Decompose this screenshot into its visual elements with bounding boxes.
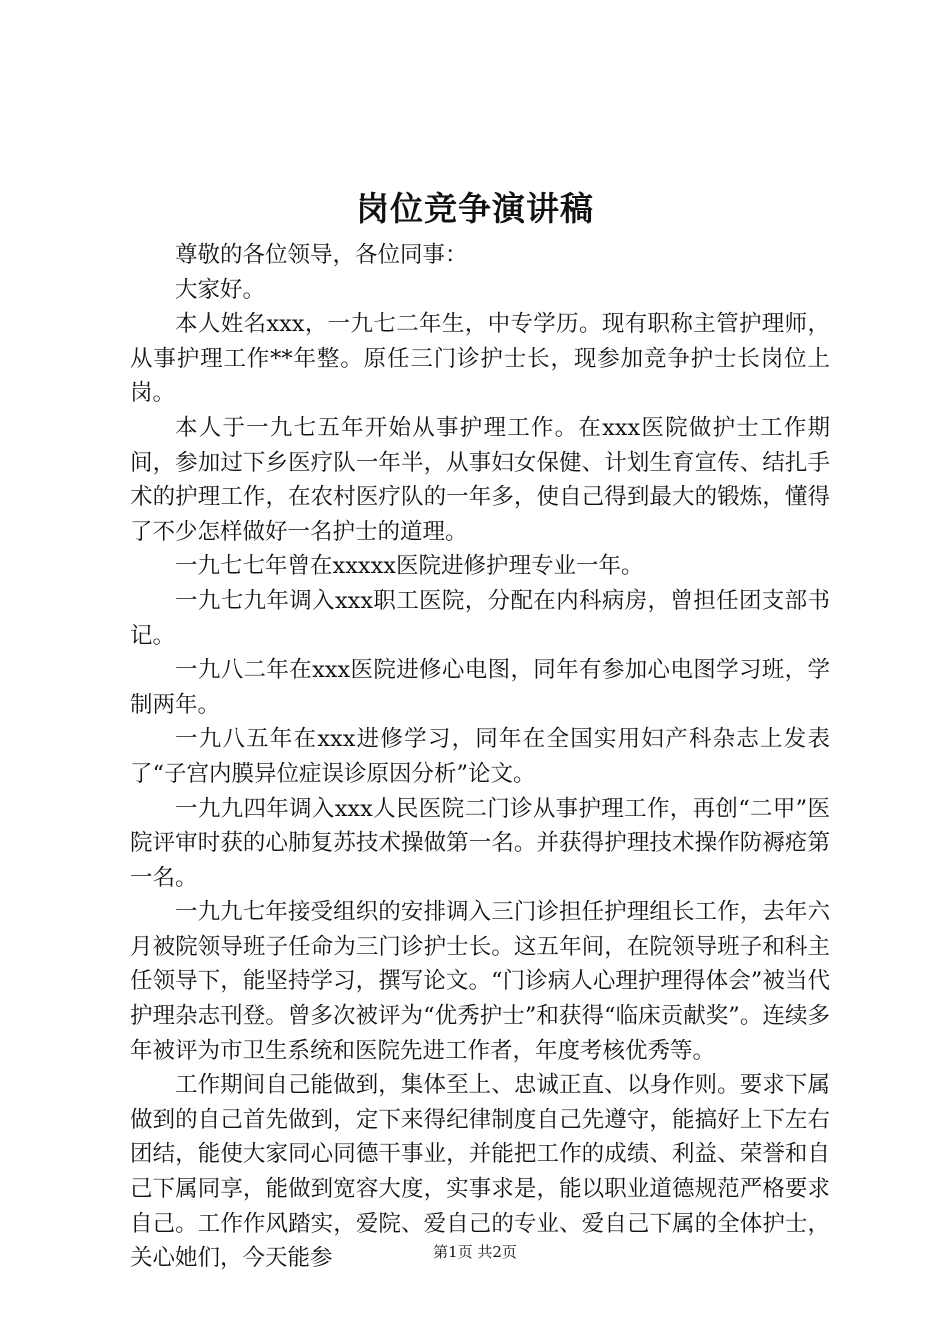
paragraph: 工作期间自己能做到，集体至上、忠诚正直、以身作则。要求下属做到的自己首先做到，定下来得纪律制度自己先遵守，能搞好上下左右团结，能使大家同心同德干事业，并能把工作的成绩、利益、荣誉和自己下属同享，能做到宽容大度，实事求是，能以职业道德规范严格要求自己。工作作风踏实，爱院、爱自己的专业、爱自己下属的全体护士，关心她们，今天能参 — [130, 1072, 830, 1272]
page-number-footer: 第1页 共2页 — [433, 1243, 517, 1261]
paragraph: 一九七七年曾在xxxxx医院进修护理专业一年。 — [175, 553, 644, 580]
paragraph: 本人于一九七五年开始从事护理工作。在xxx医院做护士工作期间，参加过下乡医疗队一年半，从事妇女保健、计划生育宣传、结扎手术的护理工作，在农村医疗队的一年多，使自己得到最大的锻炼，懂得了不少怎样做好一名护士的道理。 — [130, 414, 830, 545]
paragraph: 一九七九年调入xxx职工医院，分配在内科病房，曾担任团支部书记。 — [130, 587, 830, 649]
page-title: 岗位竞争演讲稿 — [356, 189, 594, 228]
paragraph: 一九八五年在xxx进修学习，同年在全国实用妇产科杂志上发表了“子宫内膜异位症误诊原因分析”论文。 — [130, 726, 830, 787]
paragraph: 一九九七年接受组织的安排调入三门诊担任护理组长工作，去年六月被院领导班子任命为三门诊护士长。这五年间，在院领导班子和科主任领导下，能坚持学习，撰写论文。“门诊病人心理护理得体会”被当代护理杂志刊登。曾多次被评为“优秀护士”和获得“临床贡献奖”。连续多年被评为市卫生系统和医院先进工作者，年度考核优秀等。 — [130, 899, 830, 1064]
salutation: 尊敬的各位领导，各位同事： — [175, 242, 468, 268]
paragraph: 本人姓名xxx，一九七二年生，中专学历。现有职称主管护理师，从事护理工作**年整。原任三门诊护士长，现参加竞争护士长岗位上岗。 — [130, 311, 830, 407]
paragraph: 一九八二年在xxx医院进修心电图，同年有参加心电图学习班，学制两年。 — [130, 657, 830, 718]
greeting: 大家好。 — [175, 276, 266, 303]
document-body — [130, 238, 830, 1276]
paragraph: 一九九四年调入xxx人民医院二门诊从事护理工作，再创“二甲”医院评审时获的心肺复苏技术操做第一名。并获得护理技术操作防褥疮第一名。 — [130, 795, 830, 891]
